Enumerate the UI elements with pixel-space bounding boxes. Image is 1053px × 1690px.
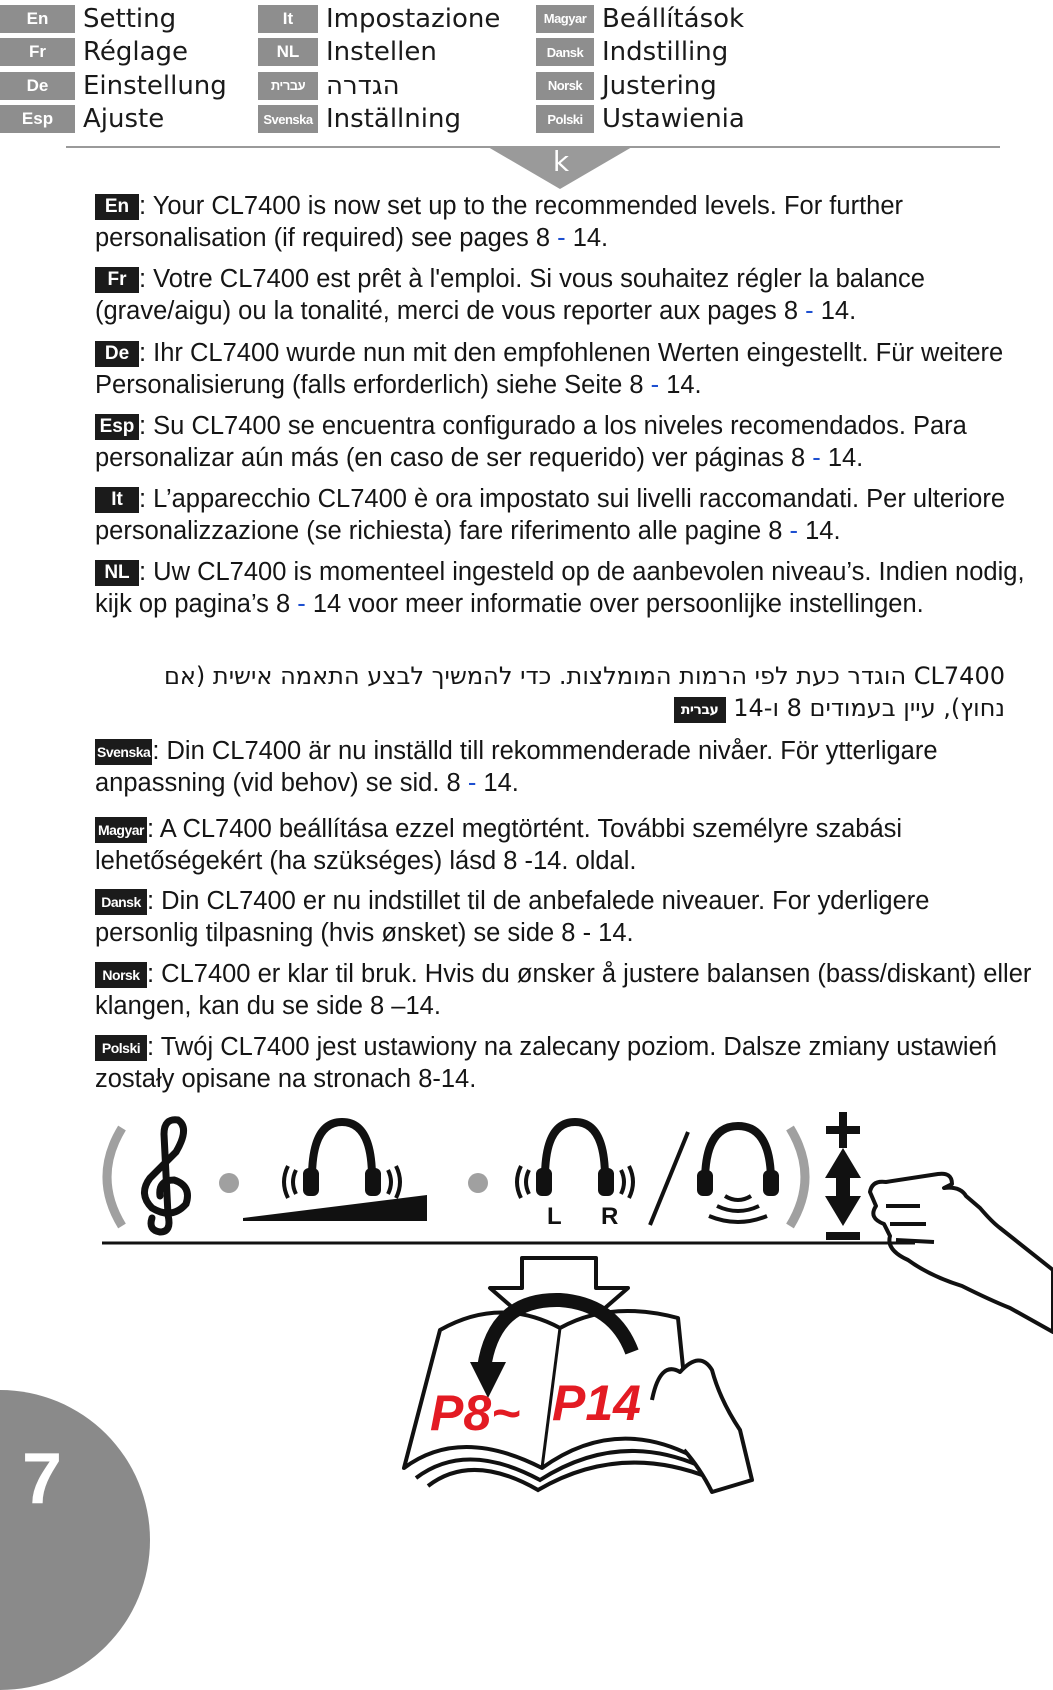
section-letter: k [552,145,570,178]
lang-badge: Svenska [95,739,152,765]
header-column-3 [536,2,745,136]
paragraph-text: CL7400 הוגדר כעת לפי הרמות המומלצות. כדי להמשיך לבצע התאמה אישית (אם נחוץ), עיין בעמודים 8 ו-14 [163,662,1005,722]
lang-badge: De [95,341,139,367]
paragraph-fr [95,263,1035,327]
lang-badge-he: עברית [258,72,318,100]
paragraph-svenska [95,735,1035,799]
range-dash: - [789,517,799,545]
balance-right-label: R [601,1203,619,1230]
lang-badge-fr: Fr [0,38,75,66]
paragraph-text-end: 14. [813,297,857,325]
paragraph-text: : Twój CL7400 jest ustawiony na zalecany poziom. Dalsze zmiany ustawień zostały opisane na stronach 8-14. [95,1033,997,1093]
paragraph-he [95,660,1005,724]
tone-headphones-icon [697,1126,779,1222]
volume-headphones-icon [243,1122,427,1221]
lang-badge-nl: NL [258,38,318,66]
setting-word-en: Setting [83,3,177,34]
setting-word-nl: Instellen [326,37,437,68]
lang-badge: Polski [95,1035,147,1061]
lang-badge-dansk: Dansk [536,38,594,66]
lang-badge-polski: Polski [536,105,594,133]
paragraph-nl [95,556,1035,620]
lang-badge-svenska: Svenska [258,105,318,133]
lang-badge-magyar: Magyar [536,5,594,33]
lang-badge: En [95,194,139,220]
page-reference-end: P14 [552,1375,641,1431]
balance-left-label: L [547,1203,562,1230]
close-paren-icon [790,1128,805,1226]
paragraph-magyar [95,813,1035,877]
lang-badge: NL [95,560,139,586]
range-dash: - [812,444,821,472]
header-column-2 [258,2,500,136]
paragraph-esp [95,410,1035,474]
range-dash: - [650,371,660,399]
lang-badge: Fr [95,267,139,293]
setting-word-esp: Ajuste [83,104,165,135]
range-dash: - [805,297,814,325]
setting-word-polski: Ustawienia [602,104,745,135]
paragraph-en [95,190,1035,254]
paragraph-text: : Din CL7400 är nu inställd till rekommenderade nivåer. För ytterligare anpassning (vid behov) se sid. 8 [95,737,938,797]
paragraph-text: : Votre CL7400 est prêt à l'emploi. Si vous souhaitez régler la balance (grave/aigu) ou la tonalité, merci de vous reporter aux pages 8 [95,265,925,325]
paragraph-text: : Din CL7400 er nu indstillet til de anbefalede niveauer. For yderligere personlig tilpasning (hvis ønsket) se side 8 - 14. [95,887,930,947]
setting-word-it: Impostazione [326,3,501,34]
paragraph-text: : Your CL7400 is now set up to the recommended levels. For further personalisation (if required) see pages 8 [95,192,904,252]
range-dash: - [297,590,306,618]
paragraph-text-end: 14. [820,444,864,472]
open-paren-icon [107,1128,122,1226]
paragraph-text-end: 14. [565,224,609,252]
page-number: 7 [22,1439,63,1519]
language-header [0,0,1053,140]
setting-word-fr: Réglage [83,37,189,68]
separator-dot-icon [219,1173,239,1193]
lang-badge-en: En [0,5,75,33]
paragraph-de [95,337,1035,401]
paragraph-polski [95,1031,1035,1095]
plus-minus-adjust-icon [825,1112,861,1240]
paragraph-it [95,483,1035,547]
paragraph-dansk [95,885,1035,949]
lang-badge: It [95,487,139,513]
paragraph-norsk [95,958,1035,1022]
lang-badge-norsk: Norsk [536,72,594,100]
lang-badge-it: It [258,5,318,33]
separator-dot-icon [468,1173,488,1193]
setting-word-norsk: Justering [602,70,717,101]
range-dash: - [467,769,477,797]
setting-word-svenska: Inställning [326,104,461,135]
header-column-1 [0,2,227,136]
range-dash: - [557,224,566,252]
paragraph-text-end: 14 voor meer informatie over persoonlijke instellingen. [305,590,924,618]
lang-badge: Esp [95,414,139,440]
lang-badge-de: De [0,72,75,100]
treble-clef-icon [144,1120,187,1232]
setting-word-dansk: Indstilling [602,37,729,68]
lang-badge: עברית [674,697,726,723]
page-reference-start: P8~ [430,1385,521,1441]
paragraph-text: : Ihr CL7400 wurde nun mit den empfohlenen Werten eingestellt. Für weitere Personalisierung (falls erforderlich) siehe Seite 8 [95,339,1004,399]
setting-word-he: הגדרה [326,70,400,101]
lang-badge: Magyar [95,817,147,843]
paragraph-text-end: 14. [798,517,841,545]
paragraph-text: : A CL7400 beállítása ezzel megtörtént. További személyre szabási lehetőségekért (ha szükséges) lásd 8 -14. oldal. [95,815,903,875]
paragraph-text: : Su CL7400 se encuentra configurado a los niveles recomendados. Para personalizar aún más (en caso de ser requerido) ver páginas 8 [95,412,967,472]
lang-badge: Dansk [95,889,147,915]
slash-divider [650,1132,688,1225]
lang-badge: Norsk [95,962,147,988]
hand-icon [870,1174,1053,1332]
settings-illustration [0,1100,1053,1542]
paragraph-text-end: 14. [476,769,519,797]
paragraph-text: : CL7400 er klar til bruk. Hvis du ønsker å justere balansen (bass/diskant) eller klangen, kan du se side 8 –14. [95,960,1032,1020]
paragraph-text: : L’apparecchio CL7400 è ora impostato sui livelli raccomandati. Per ulteriore personalizzazione (se richiesta) fare riferimento alle pagine 8 [95,485,1006,545]
setting-word-magyar: Beállítások [602,3,745,34]
paragraph-text: : Uw CL7400 is momenteel ingesteld op de aanbevolen niveau’s. Indien nodig, kijk op pagina’s 8 [95,558,1025,618]
setting-word-de: Einstellung [83,70,227,101]
paragraph-text-end: 14. [659,371,702,399]
lang-badge-esp: Esp [0,105,75,133]
balance-headphones-icon [517,1122,633,1230]
open-book-icon [404,1300,752,1492]
